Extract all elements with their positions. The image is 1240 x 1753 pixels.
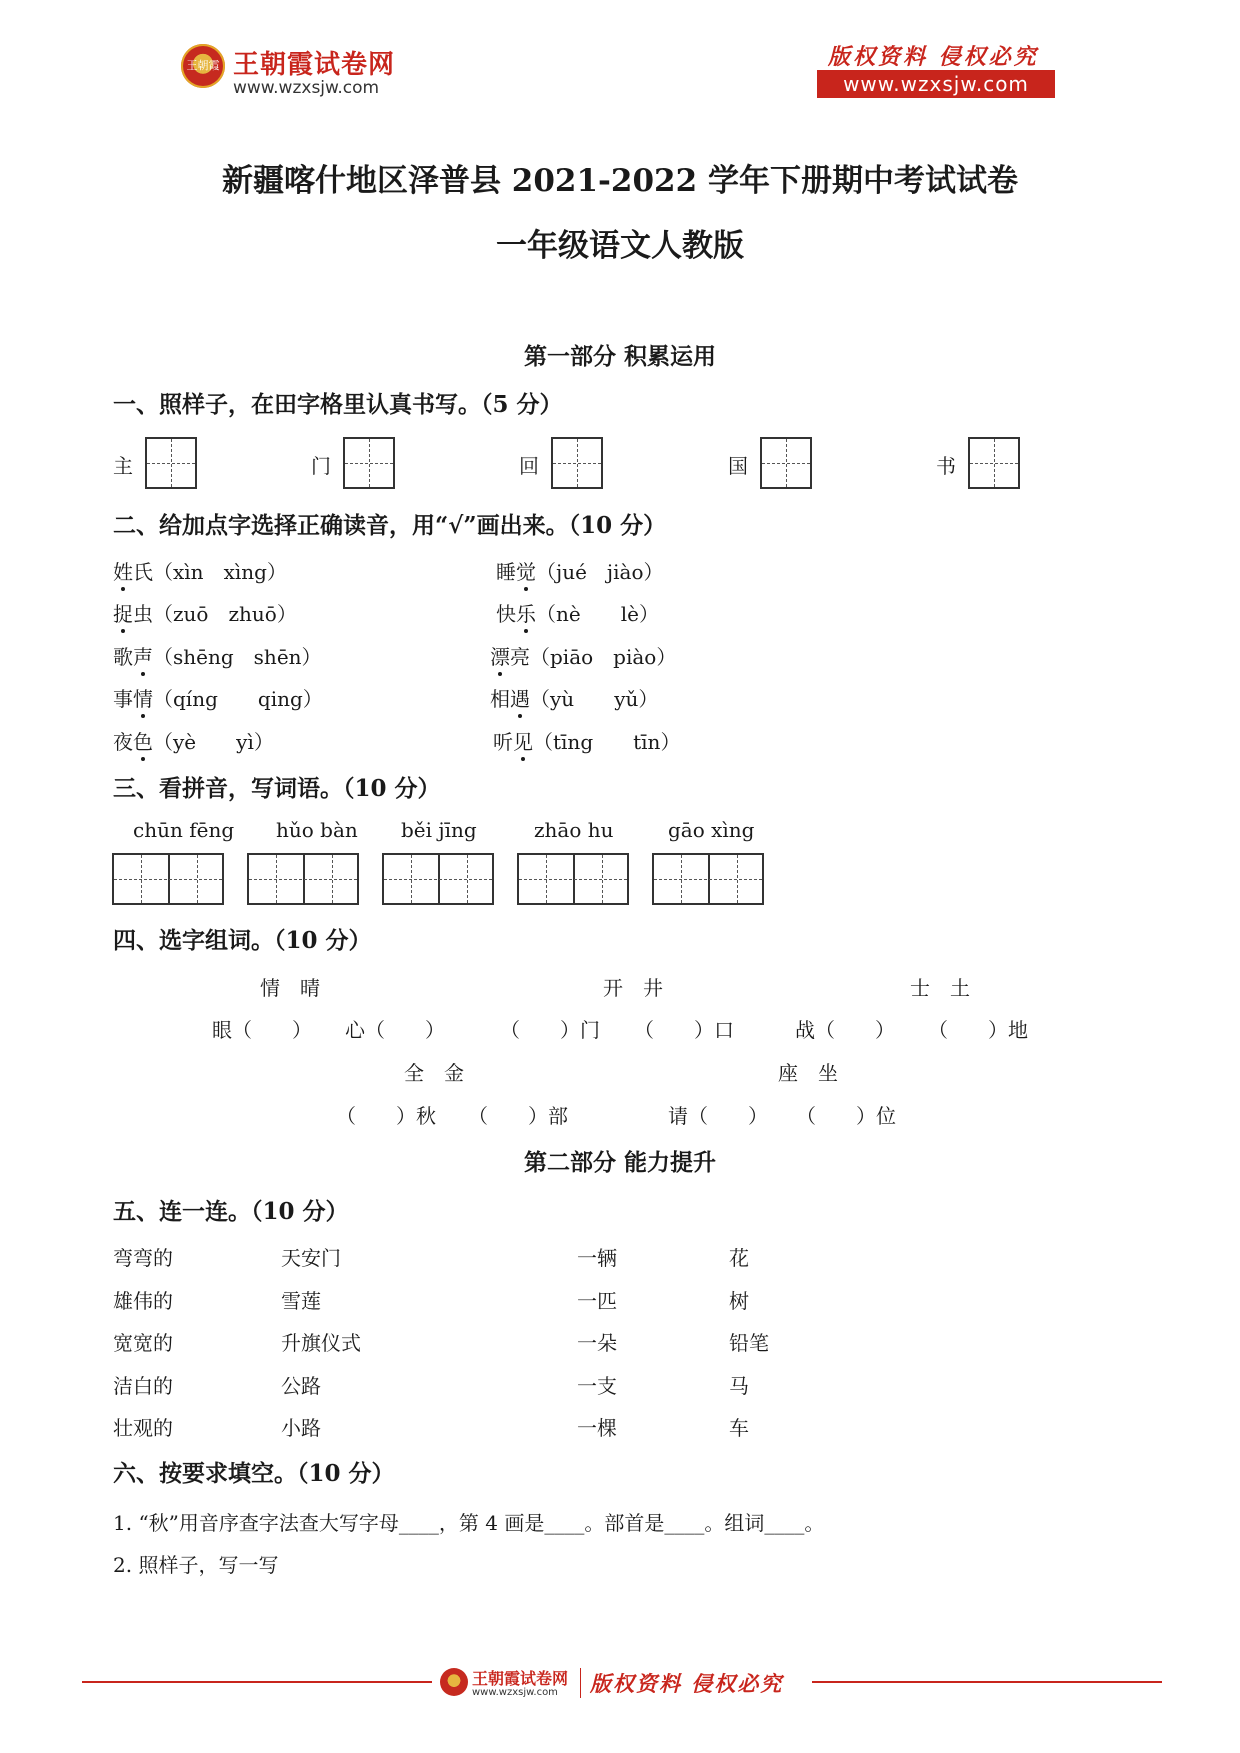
- q1-char: 国: [728, 454, 748, 478]
- q4-blank[interactable]: （ ）秋: [336, 1104, 436, 1128]
- q4-blank[interactable]: （ ）门: [500, 1018, 600, 1042]
- match-item[interactable]: 一棵: [577, 1416, 617, 1440]
- match-item[interactable]: 花: [729, 1246, 749, 1270]
- q2-row: 事情（qíng qing）: [113, 683, 323, 712]
- q4-heading: 四、选字组词。（10 分）: [113, 927, 372, 954]
- q5-heading: 五、连一连。（10 分）: [113, 1198, 349, 1225]
- q2-row: 相遇（yù yǔ）: [490, 683, 658, 712]
- match-item[interactable]: 树: [729, 1289, 749, 1313]
- q3-pinyin: chūn fēng: [133, 818, 235, 842]
- q4-blank[interactable]: 心（ ）: [345, 1018, 445, 1042]
- q4-blank[interactable]: 请（ ）: [668, 1104, 768, 1128]
- q2-row: 歌声（shēng shēn）: [113, 641, 322, 670]
- word-grid[interactable]: [247, 853, 359, 905]
- q3-pinyin: běi jīng: [401, 818, 477, 842]
- match-item[interactable]: 铅笔: [729, 1331, 769, 1355]
- q4-blank[interactable]: （ ）地: [928, 1018, 1028, 1042]
- match-item[interactable]: 一辆: [577, 1246, 617, 1270]
- match-item[interactable]: 一支: [577, 1374, 617, 1398]
- q2-row: 夜色（yè yì）: [113, 726, 274, 755]
- site-url-box: www.wzxsjw.com: [817, 70, 1055, 98]
- site-url: www.wzxsjw.com: [233, 78, 380, 98]
- match-item[interactable]: 雄伟的: [113, 1289, 173, 1313]
- q2-heading: 二、给加点字选择正确读音，用“√”画出来。（10 分）: [113, 512, 667, 539]
- footer-divider: [812, 1681, 1162, 1683]
- footer-site-name: 王朝霞试卷网: [472, 1669, 569, 1688]
- q4-blank[interactable]: （ ）位: [796, 1104, 896, 1128]
- q1-char: 主: [113, 454, 133, 478]
- copyright-notice: 版权资料 侵权必究: [828, 44, 1039, 70]
- q2-row: 姓氏（xìn xìng）: [113, 556, 287, 585]
- match-item[interactable]: 车: [729, 1416, 749, 1440]
- q1-char: 书: [936, 454, 956, 478]
- q2-row: 捉虫（zuō zhuō）: [113, 598, 297, 627]
- match-item[interactable]: 洁白的: [113, 1374, 173, 1398]
- match-item[interactable]: 马: [729, 1374, 749, 1398]
- q6-item[interactable]: 1. “秋”用音序查字法查大写字母____，第 4 画是____。部首是____。组词____。: [113, 1511, 825, 1535]
- q6-heading: 六、按要求填空。（10 分）: [113, 1460, 395, 1487]
- word-grid[interactable]: [517, 853, 629, 905]
- q1-char: 回: [519, 454, 539, 478]
- tianzi-grid[interactable]: [343, 437, 395, 489]
- q4-blank[interactable]: 眼（ ）: [212, 1018, 312, 1042]
- q4-choice-chars: 座 坐: [778, 1061, 838, 1085]
- match-item[interactable]: 宽宽的: [113, 1331, 173, 1355]
- q4-choice-chars: 开 井: [603, 976, 663, 1000]
- page-title: 新疆喀什地区泽普县 2021-2022 学年下册期中考试试卷: [221, 163, 1018, 199]
- q3-pinyin: gāo xìng: [668, 818, 755, 842]
- q3-pinyin: hǔo bàn: [276, 818, 358, 842]
- q4-choice-chars: 士 土: [910, 976, 970, 1000]
- word-grid[interactable]: [112, 853, 224, 905]
- q1-char: 门: [311, 454, 331, 478]
- match-item[interactable]: 弯弯的: [113, 1246, 173, 1270]
- q3-heading: 三、看拼音，写词语。（10 分）: [113, 775, 441, 802]
- tianzi-grid[interactable]: [551, 437, 603, 489]
- logo-badge-text: 王朝霞: [186, 59, 220, 72]
- q6-item: 2. 照样子，写一写: [113, 1553, 279, 1577]
- match-item[interactable]: 雪莲: [281, 1289, 321, 1313]
- match-item[interactable]: 公路: [281, 1374, 321, 1398]
- match-item[interactable]: 天安门: [281, 1246, 341, 1270]
- footer-copyright: 版权资料 侵权必究: [590, 1671, 784, 1696]
- match-item[interactable]: 升旗仪式: [281, 1331, 361, 1355]
- q4-choice-chars: 情 晴: [260, 976, 320, 1000]
- part-one-heading: 第一部分 积累运用: [523, 343, 716, 370]
- q2-row: 快乐（nè lè）: [496, 598, 659, 627]
- footer-logo-icon: [440, 1668, 468, 1696]
- tianzi-grid[interactable]: [145, 437, 197, 489]
- q2-row: 漂亮（piāo piào）: [490, 641, 676, 670]
- part-two-heading: 第二部分 能力提升: [523, 1149, 716, 1176]
- q4-blank[interactable]: 战（ ）: [795, 1018, 895, 1042]
- q2-row: 听见（tīng tīn）: [493, 726, 680, 755]
- logo-badge-icon: [181, 44, 225, 88]
- q4-blank[interactable]: （ ）部: [468, 1104, 568, 1128]
- match-item[interactable]: 一朵: [577, 1331, 617, 1355]
- footer-separator: [580, 1668, 581, 1698]
- tianzi-grid[interactable]: [968, 437, 1020, 489]
- q4-choice-chars: 全 金: [404, 1061, 464, 1085]
- footer-divider: [82, 1681, 432, 1683]
- q2-row: 睡觉（jué jiào）: [496, 556, 663, 585]
- site-name: 王朝霞试卷网: [233, 50, 396, 80]
- match-item[interactable]: 壮观的: [113, 1416, 173, 1440]
- tianzi-grid[interactable]: [760, 437, 812, 489]
- q4-blank[interactable]: （ ）口: [634, 1018, 734, 1042]
- q1-heading: 一、照样子，在田字格里认真书写。（5 分）: [113, 391, 563, 418]
- page-subtitle: 一年级语文人教版: [496, 228, 744, 264]
- word-grid[interactable]: [382, 853, 494, 905]
- word-grid[interactable]: [652, 853, 764, 905]
- match-item[interactable]: 小路: [281, 1416, 321, 1440]
- q3-pinyin: zhāo hu: [534, 818, 614, 842]
- footer-site-url: www.wzxsjw.com: [472, 1687, 558, 1698]
- match-item[interactable]: 一匹: [577, 1289, 617, 1313]
